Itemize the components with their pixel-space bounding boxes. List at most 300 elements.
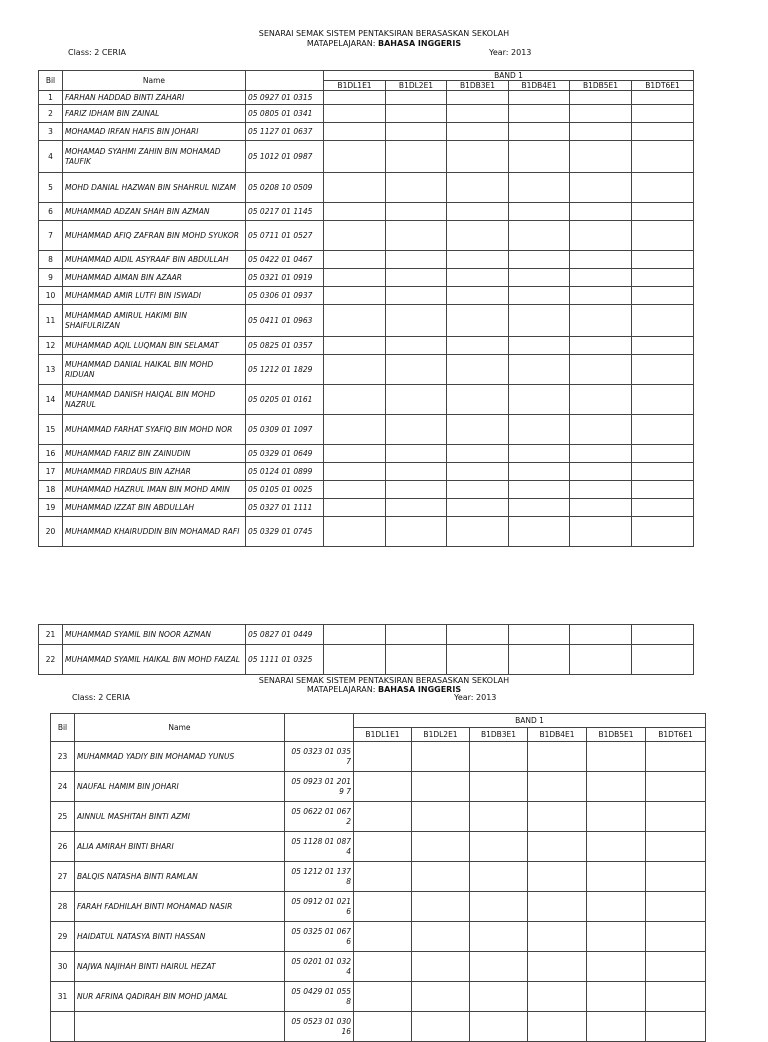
assessment-cell[interactable] [447,173,509,203]
student-name: MUHAMMAD AIMAN BIN AZAAR [63,269,246,287]
assessment-cell[interactable] [509,269,570,287]
assessment-cell[interactable] [528,922,587,952]
assessment-cell[interactable] [646,1012,706,1042]
assessment-cell[interactable] [570,221,632,251]
assessment-cell[interactable] [470,922,528,952]
assessment-cell[interactable] [632,481,694,499]
assessment-cell[interactable] [447,221,509,251]
assessment-cell[interactable] [632,415,694,445]
row-number: 23 [51,742,75,772]
assessment-cell[interactable] [386,105,447,123]
assessment-cell[interactable] [632,355,694,385]
assessment-cell[interactable] [632,305,694,337]
student-id: 05 0217 01 1145 [246,203,324,221]
assessment-cell[interactable] [386,415,447,445]
assessment-cell[interactable] [587,802,646,832]
assessment-cell[interactable] [447,251,509,269]
assessment-cell[interactable] [509,499,570,517]
assessment-cell[interactable] [386,499,447,517]
student-id: 05 0912 01 021 6 [285,892,354,922]
student-name: MUHAMMAD AMIR LUTFI BIN ISWADI [63,287,246,305]
assessment-cell[interactable] [470,742,528,772]
student-name: MUHAMMAD DANIAL HAIKAL BIN MOHD RIDUAN [63,355,246,385]
assessment-cell[interactable] [447,517,509,547]
assessment-cell[interactable] [632,337,694,355]
student-id: 05 0124 01 0899 [246,463,324,481]
assessment-cell[interactable] [470,1012,528,1042]
row-number: 2 [39,105,63,123]
assessment-cell[interactable] [570,625,632,645]
assessment-cell[interactable] [509,385,570,415]
row-number: 28 [51,892,75,922]
assessment-cell[interactable] [447,287,509,305]
assessment-cell[interactable] [324,91,386,105]
col-name-header: Name [75,714,285,742]
table-row [39,517,694,547]
assessment-cell[interactable] [632,173,694,203]
assessment-cell[interactable] [632,269,694,287]
student-name: MOHD DANIAL HAZWAN BIN SHAHRUL NIZAM [63,173,246,203]
assessment-cell[interactable] [386,203,447,221]
student-id: 05 0309 01 1097 [246,415,324,445]
assessment-cell[interactable] [412,952,470,982]
descriptor-header: B1DT6E1 [632,81,694,91]
assessment-cell[interactable] [412,802,470,832]
assessment-cell[interactable] [386,337,447,355]
assessment-cell[interactable] [447,123,509,141]
assessment-cell[interactable] [632,463,694,481]
assessment-cell[interactable] [447,625,509,645]
assessment-cell[interactable] [447,105,509,123]
row-number: 14 [39,385,63,415]
table-row [39,645,694,675]
student-id: 05 1012 01 0987 [246,141,324,173]
table-row [39,221,694,251]
assessment-cell[interactable] [632,105,694,123]
assessment-cell[interactable] [587,892,646,922]
row-number: 18 [39,481,63,499]
assessment-cell[interactable] [447,463,509,481]
assessment-cell[interactable] [646,892,706,922]
student-name: FARIZ IDHAM BIN ZAINAL [63,105,246,123]
assessment-cell[interactable] [509,221,570,251]
assessment-cell[interactable] [528,832,587,862]
row-number: 11 [39,305,63,337]
assessment-cell[interactable] [509,203,570,221]
assessment-cell[interactable] [570,517,632,547]
class-label-2: Class: 2 CERIA [72,693,130,702]
assessment-cell[interactable] [412,862,470,892]
assessment-cell[interactable] [386,123,447,141]
assessment-cell[interactable] [447,141,509,173]
assessment-cell[interactable] [570,499,632,517]
assessment-cell[interactable] [587,862,646,892]
assessment-cell[interactable] [587,832,646,862]
page-title: SENARAI SEMAK SISTEM PENTAKSIRAN BERASASKAN SEKOLAH [258,29,510,38]
checklist-table-3 [50,713,706,1042]
assessment-cell[interactable] [632,625,694,645]
assessment-cell[interactable] [587,772,646,802]
assessment-cell[interactable] [646,952,706,982]
student-name: MUHAMMAD AFIQ ZAFRAN BIN MOHD SYUKOR [63,221,246,251]
row-number: 19 [39,499,63,517]
row-number: 9 [39,269,63,287]
student-name: MOHAMAD IRFAN HAFIS BIN JOHARI [63,123,246,141]
row-number: 25 [51,802,75,832]
assessment-cell[interactable] [632,221,694,251]
student-id: 05 0711 01 0527 [246,221,324,251]
row-number: 13 [39,355,63,385]
assessment-cell[interactable] [324,645,386,675]
assessment-cell[interactable] [646,862,706,892]
student-id: 05 0805 01 0341 [246,105,324,123]
descriptor-header: B1DT6E1 [646,728,706,742]
assessment-cell[interactable] [324,517,386,547]
row-number: 21 [39,625,63,645]
assessment-cell[interactable] [386,91,447,105]
assessment-cell[interactable] [509,415,570,445]
table-row [51,832,706,862]
assessment-cell[interactable] [324,337,386,355]
assessment-cell[interactable] [470,802,528,832]
assessment-cell[interactable] [509,481,570,499]
checklist-table-2 [38,624,694,675]
assessment-cell[interactable] [509,645,570,675]
assessment-cell[interactable] [324,203,386,221]
assessment-cell[interactable] [528,862,587,892]
row-number: 17 [39,463,63,481]
descriptor-header: B1DB4E1 [528,728,587,742]
row-number: 10 [39,287,63,305]
assessment-cell[interactable] [646,772,706,802]
assessment-cell[interactable] [447,305,509,337]
assessment-cell[interactable] [528,742,587,772]
descriptor-header: B1DB5E1 [587,728,646,742]
table-row [39,625,694,645]
col-name-header: Name [63,71,246,91]
table-row [39,91,694,105]
assessment-cell[interactable] [324,499,386,517]
assessment-cell[interactable] [570,173,632,203]
assessment-cell[interactable] [447,481,509,499]
assessment-cell[interactable] [324,269,386,287]
assessment-cell[interactable] [509,91,570,105]
row-number [51,1012,75,1042]
assessment-cell[interactable] [570,287,632,305]
assessment-cell[interactable] [587,982,646,1012]
assessment-cell[interactable] [354,832,412,862]
assessment-cell[interactable] [632,517,694,547]
student-name: FARAH FADHILAH BINTI MOHAMAD NASIR [75,892,285,922]
row-number: 24 [51,772,75,802]
assessment-cell[interactable] [646,982,706,1012]
assessment-cell[interactable] [386,645,447,675]
row-number: 29 [51,922,75,952]
assessment-cell[interactable] [470,952,528,982]
assessment-cell[interactable] [354,892,412,922]
assessment-cell[interactable] [570,251,632,269]
assessment-cell[interactable] [324,173,386,203]
descriptor-header: B1DB3E1 [447,81,509,91]
assessment-cell[interactable] [509,445,570,463]
row-number: 1 [39,91,63,105]
subject-value: BAHASA INGGERIS [378,39,462,48]
assessment-cell[interactable] [509,305,570,337]
year-label-2: Year: 2013 [454,693,497,702]
assessment-cell[interactable] [386,385,447,415]
assessment-cell[interactable] [570,203,632,221]
assessment-cell[interactable] [386,269,447,287]
assessment-cell[interactable] [386,173,447,203]
student-name: MUHAMMAD AQIL LUQMAN BIN SELAMAT [63,337,246,355]
assessment-cell[interactable] [447,499,509,517]
assessment-cell[interactable] [570,481,632,499]
assessment-cell[interactable] [509,625,570,645]
student-id: 05 0927 01 0315 [246,91,324,105]
row-number: 8 [39,251,63,269]
assessment-cell[interactable] [412,772,470,802]
assessment-cell[interactable] [470,862,528,892]
student-id: 05 1111 01 0325 [246,645,324,675]
student-name: MUHAMMAD FARIZ BIN ZAINUDIN [63,445,246,463]
assessment-cell[interactable] [570,645,632,675]
assessment-cell[interactable] [570,463,632,481]
band-header: BAND 1 [354,714,706,728]
assessment-cell[interactable] [528,952,587,982]
assessment-cell[interactable] [412,742,470,772]
assessment-cell[interactable] [509,287,570,305]
assessment-cell[interactable] [354,982,412,1012]
subject-label: MATAPELAJARAN: [306,39,376,48]
student-id: 05 1128 01 087 4 [285,832,354,862]
assessment-cell[interactable] [632,445,694,463]
assessment-cell[interactable] [470,772,528,802]
assessment-cell[interactable] [324,221,386,251]
table-row [51,742,706,772]
subject-label: MATAPELAJARAN: [306,685,376,694]
row-number: 27 [51,862,75,892]
assessment-cell[interactable] [509,105,570,123]
student-id: 05 0923 01 201 9 7 [285,772,354,802]
assessment-cell[interactable] [447,355,509,385]
subject-line [0,39,768,48]
row-number: 5 [39,173,63,203]
assessment-cell[interactable] [509,141,570,173]
student-id: 05 0306 01 0937 [246,287,324,305]
student-id: 05 0323 01 035 7 [285,742,354,772]
assessment-cell[interactable] [354,862,412,892]
assessment-cell[interactable] [632,645,694,675]
assessment-cell[interactable] [447,385,509,415]
table-row [51,922,706,952]
descriptor-header: B1DB5E1 [570,81,632,91]
assessment-cell[interactable] [324,141,386,173]
assessment-cell[interactable] [632,123,694,141]
assessment-cell[interactable] [632,251,694,269]
table-row [39,337,694,355]
assessment-cell[interactable] [324,445,386,463]
assessment-cell[interactable] [509,517,570,547]
assessment-cell[interactable] [470,892,528,922]
assessment-cell[interactable] [354,742,412,772]
assessment-cell[interactable] [386,517,447,547]
assessment-cell[interactable] [324,287,386,305]
row-number: 4 [39,141,63,173]
assessment-cell[interactable] [447,91,509,105]
assessment-cell[interactable] [470,982,528,1012]
assessment-cell[interactable] [632,287,694,305]
checklist-table-1 [38,70,694,547]
assessment-cell[interactable] [386,625,447,645]
assessment-cell[interactable] [324,355,386,385]
assessment-cell[interactable] [587,742,646,772]
assessment-cell[interactable] [386,445,447,463]
table-row [39,305,694,337]
student-name: MUHAMMAD FIRDAUS BIN AZHAR [63,463,246,481]
descriptor-header: B1DL2E1 [386,81,447,91]
assessment-cell[interactable] [412,982,470,1012]
assessment-cell[interactable] [447,645,509,675]
assessment-cell[interactable] [570,91,632,105]
student-id: 05 0329 01 0649 [246,445,324,463]
assessment-cell[interactable] [509,355,570,385]
assessment-cell[interactable] [570,269,632,287]
assessment-cell[interactable] [386,355,447,385]
assessment-cell[interactable] [509,463,570,481]
student-id: 05 0422 01 0467 [246,251,324,269]
assessment-cell[interactable] [354,802,412,832]
assessment-cell[interactable] [324,463,386,481]
student-id: 05 0325 01 067 6 [285,922,354,952]
assessment-cell[interactable] [324,415,386,445]
assessment-cell[interactable] [412,832,470,862]
descriptor-header: B1DL2E1 [412,728,470,742]
assessment-cell[interactable] [386,251,447,269]
assessment-cell[interactable] [324,481,386,499]
assessment-cell[interactable] [412,922,470,952]
table-row [51,1012,706,1042]
assessment-cell[interactable] [447,269,509,287]
assessment-cell[interactable] [632,385,694,415]
table-row [51,892,706,922]
student-id: 05 1212 01 137 8 [285,862,354,892]
assessment-cell[interactable] [632,499,694,517]
assessment-cell[interactable] [570,305,632,337]
assessment-cell[interactable] [386,481,447,499]
assessment-cell[interactable] [324,305,386,337]
assessment-cell[interactable] [447,337,509,355]
student-id: 05 0429 01 055 8 [285,982,354,1012]
assessment-cell[interactable] [587,1012,646,1042]
student-name: AINNUL MASHITAH BINTI AZMI [75,802,285,832]
assessment-cell[interactable] [509,123,570,141]
assessment-cell[interactable] [324,625,386,645]
student-id: 05 0523 01 030 16 [285,1012,354,1042]
assessment-cell[interactable] [447,415,509,445]
student-id: 05 0105 01 0025 [246,481,324,499]
assessment-cell[interactable] [632,203,694,221]
assessment-cell[interactable] [386,287,447,305]
assessment-cell[interactable] [324,105,386,123]
descriptor-header: B1DL1E1 [324,81,386,91]
assessment-cell[interactable] [528,772,587,802]
assessment-cell[interactable] [570,105,632,123]
student-name: MUHAMMAD DANISH HAIQAL BIN MOHD NAZRUL [63,385,246,415]
assessment-cell[interactable] [447,203,509,221]
student-id: 05 0825 01 0357 [246,337,324,355]
assessment-cell[interactable] [354,1012,412,1042]
assessment-cell[interactable] [587,952,646,982]
assessment-cell[interactable] [632,141,694,173]
table-row [51,952,706,982]
assessment-cell[interactable] [509,337,570,355]
assessment-cell[interactable] [386,305,447,337]
student-name: HAIDATUL NATASYA BINTI HASSAN [75,922,285,952]
assessment-cell[interactable] [587,922,646,952]
assessment-cell[interactable] [324,385,386,415]
assessment-cell[interactable] [447,445,509,463]
assessment-cell[interactable] [386,141,447,173]
assessment-cell[interactable] [528,802,587,832]
descriptor-header: B1DL1E1 [354,728,412,742]
assessment-cell[interactable] [632,91,694,105]
table-row [51,862,706,892]
row-number: 6 [39,203,63,221]
student-name: BALQIS NATASHA BINTI RAMLAN [75,862,285,892]
assessment-cell[interactable] [509,251,570,269]
assessment-cell[interactable] [528,982,587,1012]
assessment-cell[interactable] [570,337,632,355]
assessment-cell[interactable] [412,892,470,922]
assessment-cell[interactable] [646,922,706,952]
student-id: 05 0327 01 1111 [246,499,324,517]
assessment-cell[interactable] [570,445,632,463]
table-row [39,141,694,173]
assessment-cell[interactable] [570,415,632,445]
assessment-cell[interactable] [354,952,412,982]
student-id: 05 0205 01 0161 [246,385,324,415]
student-name: MOHAMAD SYAHMI ZAHIN BIN MOHAMAD TAUFIK [63,141,246,173]
assessment-cell[interactable] [570,141,632,173]
row-number: 30 [51,952,75,982]
student-id: 05 0622 01 067 2 [285,802,354,832]
col-bil-header: Bil [51,714,75,742]
assessment-cell[interactable] [470,832,528,862]
assessment-cell[interactable] [386,463,447,481]
assessment-cell[interactable] [324,123,386,141]
assessment-cell[interactable] [646,802,706,832]
student-name: NAJWA NAJIHAH BINTI HAIRUL HEZAT [75,952,285,982]
assessment-cell[interactable] [509,173,570,203]
assessment-cell[interactable] [570,123,632,141]
student-id: 05 1212 01 1829 [246,355,324,385]
student-id: 05 0827 01 0449 [246,625,324,645]
assessment-cell[interactable] [412,1012,470,1042]
assessment-cell[interactable] [570,385,632,415]
assessment-cell[interactable] [354,922,412,952]
student-name: MUHAMMAD IZZAT BIN ABDULLAH [63,499,246,517]
assessment-cell[interactable] [324,251,386,269]
table-row [39,123,694,141]
assessment-cell[interactable] [646,742,706,772]
student-id: 05 0329 01 0745 [246,517,324,547]
assessment-cell[interactable] [528,1012,587,1042]
assessment-cell[interactable] [646,832,706,862]
assessment-cell[interactable] [354,772,412,802]
assessment-cell[interactable] [570,355,632,385]
assessment-cell[interactable] [528,892,587,922]
assessment-cell[interactable] [386,221,447,251]
